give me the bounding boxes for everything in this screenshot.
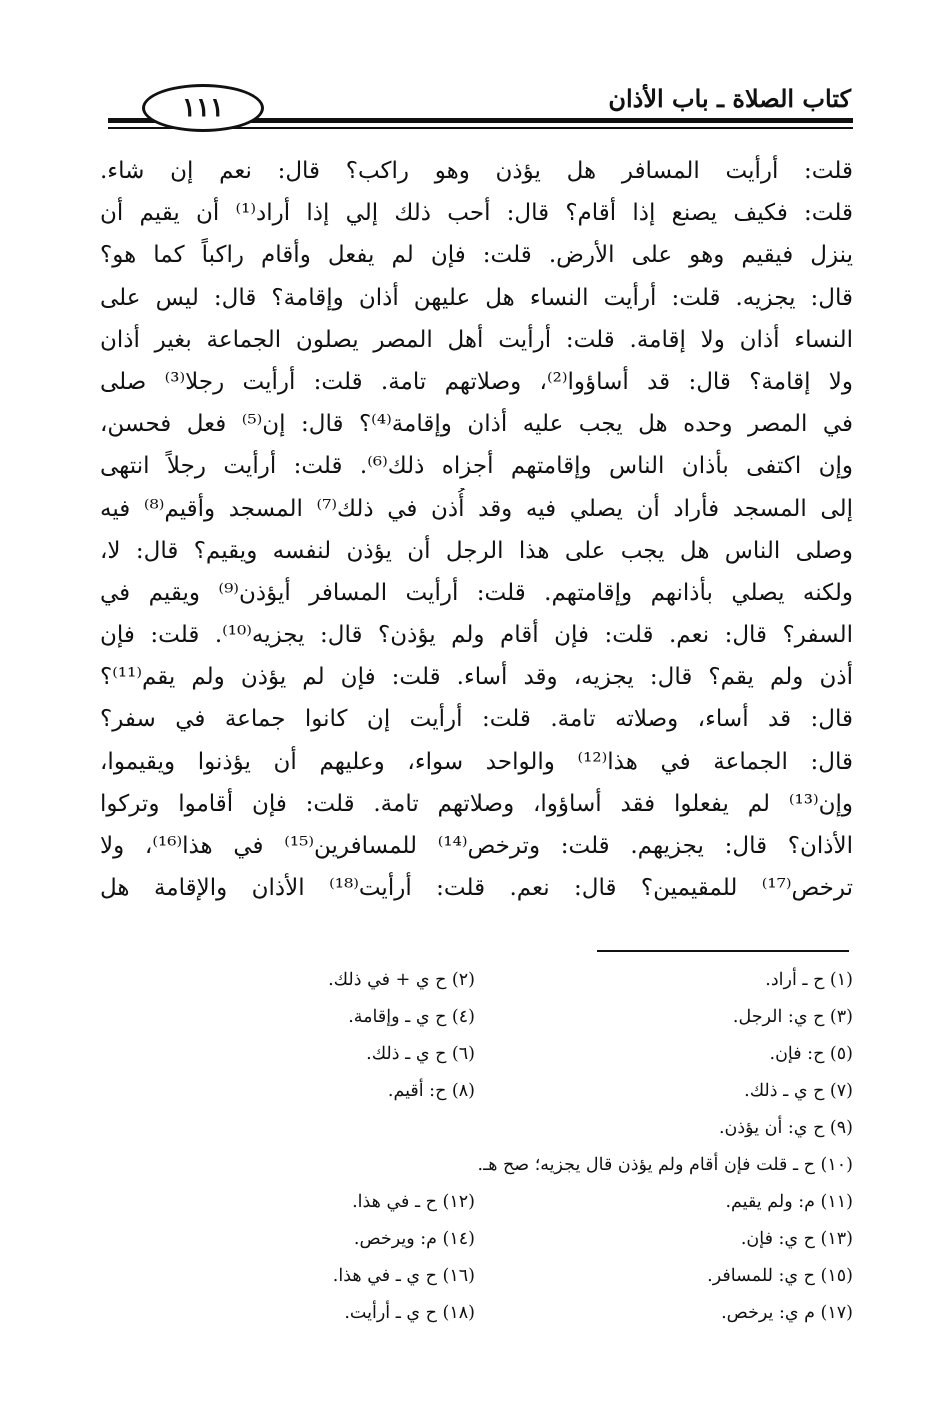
text-line: أذن ولم يقم؟ قال: يجزيه، وقد أساء. قلت: فإن لم يؤذن ولم يقم⁽¹¹⁾؟ [100,664,853,691]
footnote-row [100,1036,853,1073]
text-line: وإن اكتفى بأذان الناس وإقامتهم أجزاه ذلك⁽⁶⁾. قلت: أرأيت رجلاً انتهى [100,453,853,480]
footnote-2: (٢) ح ي + في ذلك. [328,970,475,990]
footnote-row [100,1110,853,1147]
footnote-16: (١٦) ح ي ـ في هذا. [332,1266,475,1286]
footnote-14: (١٤) م: ويرخص. [353,1229,475,1249]
text-line: السفر؟ قال: نعم. قلت: فإن أقام ولم يؤذن؟ قال: يجزيه⁽¹⁰⁾. قلت: فإن [100,622,853,649]
footnote-5: (٥) ح: فإن. [769,1044,853,1064]
main-text [100,150,853,909]
footnote-17: (١٧) م ي: يرخص. [721,1303,853,1323]
footnote-separator [597,950,849,952]
footnote-row [100,999,853,1036]
text-line: قلت: فكيف يصنع إذا أقام؟ قال: أحب ذلك إلي إذا أراد⁽¹⁾ أن يقيم أن [100,200,853,227]
running-title: كتاب الصلاة ـ باب الأذان [608,84,851,113]
text-line: ينزل فيقيم وهو على الأرض. قلت: فإن لم يفعل وأقام راكباً كما هو؟ [100,242,853,269]
footnote-3: (٣) ح ي: الرجل. [732,1007,853,1027]
footnote-4: (٤) ح ي ـ وإقامة. [348,1007,475,1027]
text-line: إلى المسجد فأراد أن يصلي فيه وقد أُذن في ذلك⁽⁷⁾ المسجد وأقيم⁽⁸⁾ فيه [100,495,853,522]
text-line: وصلى الناس هل يجب على هذا الرجل أن يؤذن لنفسه ويقيم؟ قال: لا، [100,537,853,564]
page-number: ١١١ [142,84,264,132]
footnote-10: (١٠) ح ـ قلت فإن أقام ولم يؤذن قال يجزيه؛ صح هـ. [477,1155,853,1175]
text-line: قال: يجزيه. قلت: أرأيت النساء هل عليهن أذان وإقامة؟ قال: ليس على [100,284,853,311]
footnote-row [100,1073,853,1110]
text-line: ولا إقامة؟ قال: قد أساؤوا⁽²⁾، وصلاتهم تامة. قلت: أرأيت رجلا⁽³⁾ صلى [100,368,853,395]
text-line: قلت: أرأيت المسافر هل يؤذن وهو راكب؟ قال: نعم إن شاء. [100,158,853,184]
text-line: ترخص⁽¹⁷⁾ للمقيمين؟ قال: نعم. قلت: أرأيت⁽¹⁸⁾ الأذان والإقامة هل [100,875,853,902]
footnote-row [100,1147,853,1184]
footnote-row [100,1258,853,1295]
footnote-13: (١٣) ح ي: فإن. [740,1229,853,1249]
text-line: الأذان؟ قال: يجزيهم. قلت: وترخص⁽¹⁴⁾ للمسافرين⁽¹⁵⁾ في هذا⁽¹⁶⁾، ولا [100,833,853,859]
footnote-18: (١٨) ح ي ـ أرأيت. [344,1303,475,1323]
text-line: النساء أذان ولا إقامة. قلت: أرأيت أهل المصر يصلون الجماعة بغير أذان [100,326,853,353]
footnote-row [100,1184,853,1221]
footnote-7: (٧) ح ي ـ ذلك. [744,1081,853,1101]
footnote-8: (٨) ح: أقيم. [387,1081,475,1101]
footnote-9: (٩) ح ي: أن يؤذن. [718,1118,853,1138]
footnote-12: (١٢) ح ـ في هذا. [352,1192,475,1212]
footnote-row [100,1295,853,1332]
page-header [108,78,853,136]
text-line: قال: قد أساء، وصلاته تامة. قلت: أرأيت إن كانوا جماعة في سفر؟ [100,706,853,733]
footnote-15: (١٥) ح ي: للمسافر. [707,1266,853,1286]
footnote-row [100,1221,853,1258]
footnote-6: (٦) ح ي ـ ذلك. [366,1044,475,1064]
text-line: ولكنه يصلي بأذانهم وإقامتهم. قلت: أرأيت المسافر أيؤذن⁽⁹⁾ ويقيم في [100,579,853,606]
footnotes [100,962,853,1332]
text-line: قال: الجماعة في هذا⁽¹²⁾ والواحد سواء، وعليهم أن يؤذنوا ويقيموا، [100,748,853,775]
text-line: وإن⁽¹³⁾ لم يفعلوا فقد أساؤوا، وصلاتهم تامة. قلت: فإن أقاموا وتركوا [100,790,853,817]
footnote-row [100,962,853,999]
footnote-11: (١١) م: ولم يقيم. [725,1192,853,1212]
footnote-1: (١) ح ـ أراد. [765,970,853,990]
text-line: في المصر وحده هل يجب عليه أذان وإقامة⁽⁴⁾؟ قال: إن⁽⁵⁾ فعل فحسن، [100,411,853,438]
